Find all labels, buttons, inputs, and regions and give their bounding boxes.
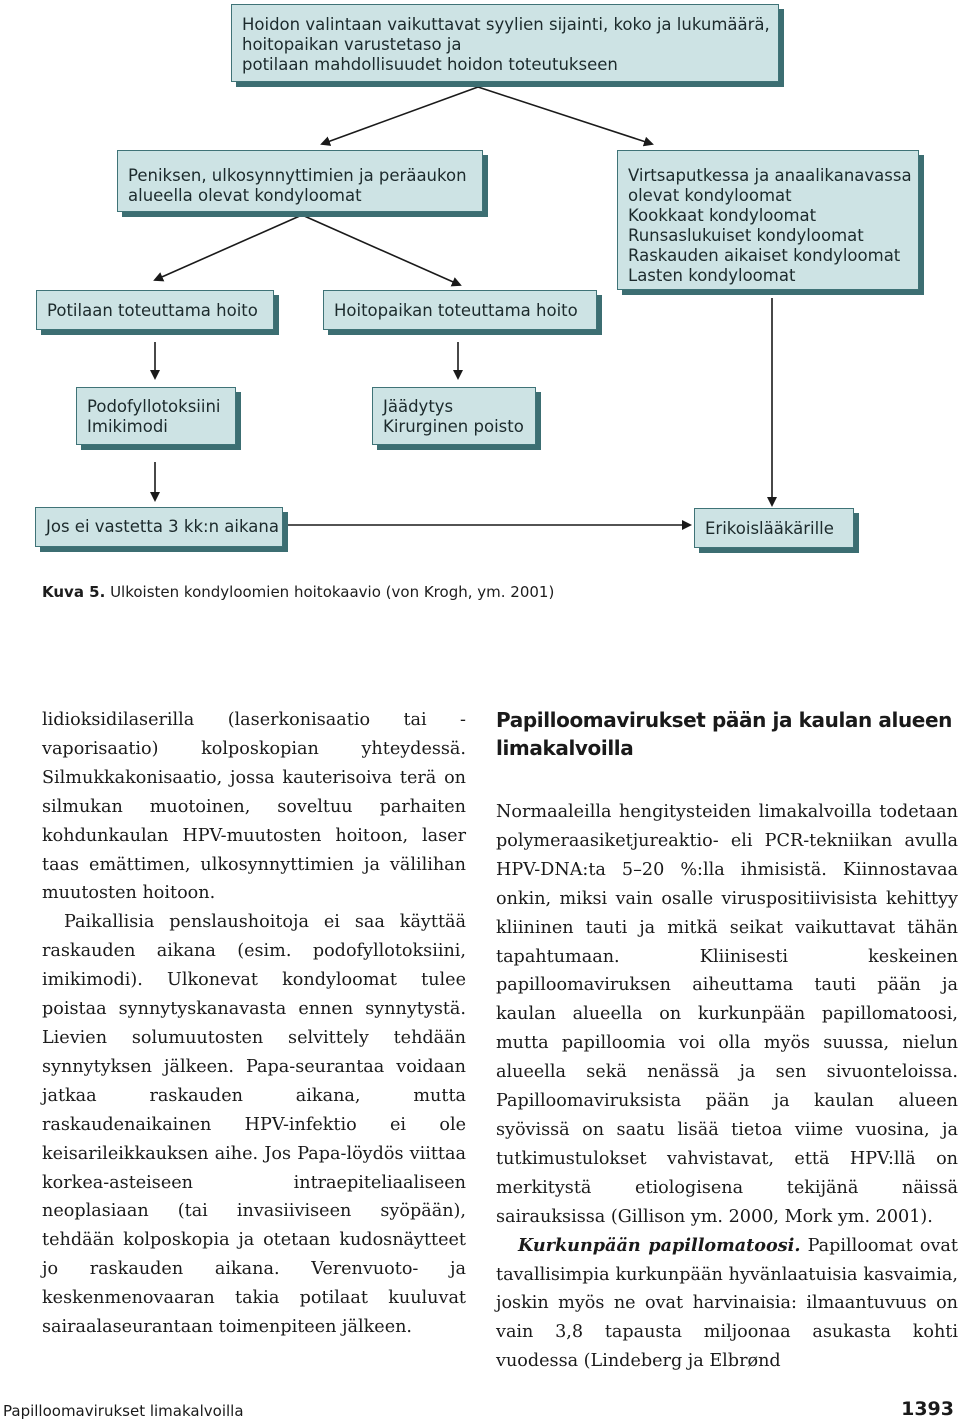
clinic-treatments-line: Kirurginen poisto: [383, 417, 524, 436]
internal-warts-line: olevat kondyloomat: [628, 186, 792, 205]
body-paragraph: lidioksidilaserilla (laserkonisaatio tai -vaporisaatio) kolposkopian yhteydessä. Silmukkakonisaatio, jossa kauterisoiva terä on silmukan muotoinen, soveltuu parhaiten kohdunkaulan HPV-muutosten hoitoon, laser taas emättimen, ulkosynnyttimien ja välilihan muutosten hoitoon.: [42, 710, 466, 904]
internal-warts-line: Raskauden aikaiset kondyloomat: [628, 246, 901, 265]
internal-warts-box: [617, 150, 919, 290]
specialist-box: [694, 508, 854, 548]
top-box-line: potilaan mahdollisuudet hoidon toteutukseen: [242, 55, 618, 74]
caption-label: Kuva 5.: [42, 583, 106, 601]
clinic-treatment-box: [323, 290, 597, 330]
body-paragraph: Paikallisia penslaushoitoja ei saa käyttää raskauden aikana (esim. podofyllotoksiini, imikimodi). Ulkonevat kondyloomat tulee poistaa synnytyskanavasta ennen synnytystä. Lievien solumuutosten selvittely tehdään synnytyksen jälkeen. Papa-seurantaa voidaan jatkaa raskauden aikana, mutta raskaudenaikainen HPV-infektio ei ole keisarileikkauksen aihe. Jos Papa-löydös viittaa korkea-asteiseen intraepiteliaaliseen neoplasiaan (tai invasiiviseen syöpään), tehdään kolposkopia ja otetaan kudosnäytteet jo raskauden aikana. Verenvuoto- ja keskenmenovaaran takia potilaat kuuluvat sairaalaseurantaan toimenpiteen jälkeen.: [42, 912, 466, 1338]
clinic-treatments-line: Jäädytys: [383, 397, 454, 416]
running-title: Papilloomavirukset limakalvoilla: [3, 1402, 244, 1420]
external-warts-box: [117, 150, 483, 212]
page-number: 1393: [901, 1398, 954, 1420]
internal-warts-line: Lasten kondyloomat: [628, 266, 796, 285]
external-warts-line: Peniksen, ulkosynnyttimien ja peräaukon: [128, 166, 467, 185]
patient-treatments-box: [76, 387, 236, 445]
patient-treatment-box: [36, 290, 274, 330]
no-response-box: [35, 507, 283, 547]
runin-heading: Kurkunpään papillomatoosi.: [518, 1234, 801, 1256]
top-box-line: hoitopaikan varustetaso ja: [242, 35, 462, 54]
body-paragraph: [496, 1232, 958, 1377]
caption-text: Ulkoisten kondyloomien hoitokaavio (von Krogh, ym. 2001): [110, 583, 555, 601]
left-text-column: [42, 706, 466, 1342]
arrow-left-to-clinic: [302, 215, 460, 285]
internal-warts-line: Kookkaat kondyloomat: [628, 206, 817, 225]
internal-warts-line: Virtsaputkessa ja anaalikanavassa: [628, 166, 912, 185]
section-heading: Papilloomavirukset pään ja kaulan alueen limakalvoilla: [496, 708, 952, 760]
figure-caption: [42, 583, 554, 601]
top-box: [231, 4, 779, 82]
arrow-top-to-right: [478, 87, 652, 144]
runin-paragraph-text: Papilloomat ovat tavallisimpia kurkunpään hyvänlaatuisia kasvaimia, joskin myös ne ovat harvinaisia: ilmaantuvuus on vain 3,8 tapausta miljoonaa asukasta kohti vuodessa (Lindeberg ja Elbrønd: [496, 1235, 958, 1372]
external-warts-line: alueella olevat kondyloomat: [128, 186, 362, 205]
body-paragraph: Normaaleilla hengitysteiden limakalvoilla todetaan polymeraasiketjureaktio- eli PCR-tekniikan avulla HPV-DNA:ta 5–20 %:lla ihmisistä. Kiinnostavaa onkin, miksi vain osalle viruspositiivisista kehittyy kliininen tauti ja mitkä seikat vaikuttavat tähän tapahtumaan. Kliinisesti keskeinen papilloomaviruksen aiheuttama tauti pään ja kaulan alueella on kurkunpään papillomatoosi, mutta papilloomia voi olla myös suussa, nielun alueella sekä nenässä ja sen sivuonteloissa. Papilloomaviruksista pään ja kaulan alueen syövissä on saatu lisää tietoa viime vuosina, ja tutkimustulokset vahvistavat, että HPV:llä on merkitystä etiologisena tekijänä näissä sairauksissa (Gillison ym. 2000, Mork ym. 2001).: [496, 802, 958, 1227]
clinic-treatment-label: Hoitopaikan toteuttama hoito: [334, 301, 578, 320]
clinic-treatments-box: [372, 387, 536, 445]
right-text-column: [496, 706, 958, 1376]
patient-treatments-line: Imikimodi: [87, 417, 168, 436]
internal-warts-line: Runsaslukuiset kondyloomat: [628, 226, 864, 245]
patient-treatment-label: Potilaan toteuttama hoito: [47, 301, 258, 320]
arrow-left-to-patient: [155, 215, 302, 280]
specialist-label: Erikoislääkärille: [705, 519, 834, 538]
no-response-label: Jos ei vastetta 3 kk:n aikana: [46, 517, 279, 536]
patient-treatments-line: Podofyllotoksiini: [87, 397, 221, 416]
top-box-line: Hoidon valintaan vaikuttavat syylien sijainti, koko ja lukumäärä,: [242, 15, 770, 34]
arrow-top-to-left: [322, 87, 478, 144]
